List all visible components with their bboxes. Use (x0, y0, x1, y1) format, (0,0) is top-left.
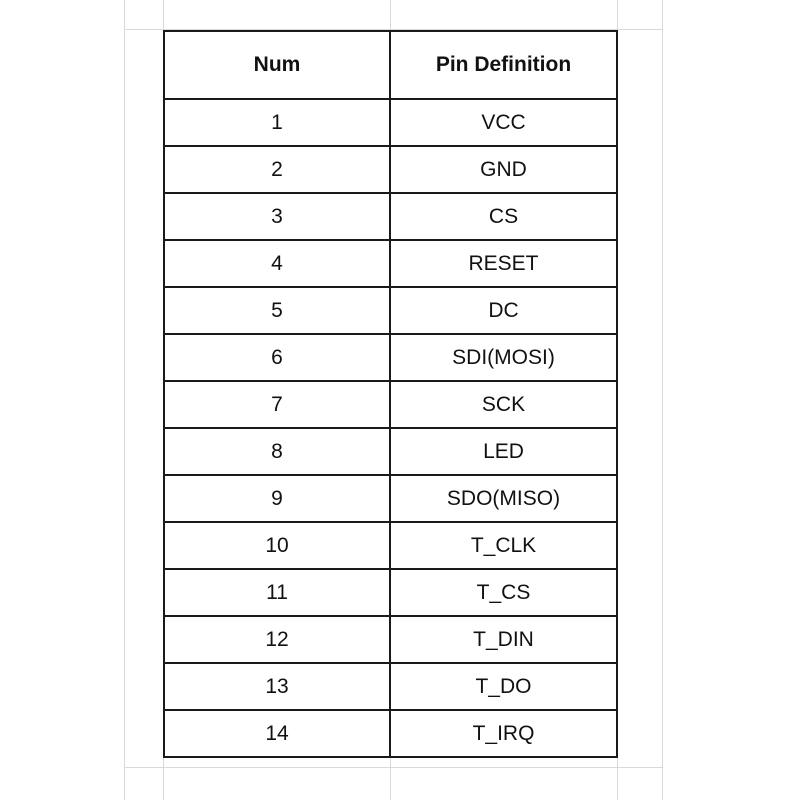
pin-number-cell: 12 (164, 616, 390, 663)
table-row (164, 616, 617, 663)
pin-definition-cell: T_DO (390, 663, 617, 710)
pin-definition-cell: T_DIN (390, 616, 617, 663)
grid-line (662, 0, 663, 800)
table-row (164, 381, 617, 428)
pin-definition-cell: DC (390, 287, 617, 334)
pin-number-cell: 7 (164, 381, 390, 428)
table-row (164, 240, 617, 287)
pin-definition-cell: SDI(MOSI) (390, 334, 617, 381)
table-row (164, 569, 617, 616)
table-row (164, 663, 617, 710)
table-row (164, 475, 617, 522)
pin-number-cell: 10 (164, 522, 390, 569)
table-row (164, 710, 617, 757)
table-row (164, 99, 617, 146)
pin-number-cell: 6 (164, 334, 390, 381)
pin-number-cell: 14 (164, 710, 390, 757)
table-row (164, 287, 617, 334)
pin-definition-column-header: Pin Definition (390, 31, 617, 99)
pin-definition-cell: SDO(MISO) (390, 475, 617, 522)
pin-definition-cell: LED (390, 428, 617, 475)
pin-definition-cell: SCK (390, 381, 617, 428)
table-header-row (164, 31, 617, 99)
pin-number-cell: 1 (164, 99, 390, 146)
pin-definition-table (163, 30, 618, 758)
table-row (164, 522, 617, 569)
pin-number-cell: 2 (164, 146, 390, 193)
table-row (164, 334, 617, 381)
pin-definition-cell: T_IRQ (390, 710, 617, 757)
table-row (164, 146, 617, 193)
pin-definition-cell: VCC (390, 99, 617, 146)
pin-definition-cell: RESET (390, 240, 617, 287)
pin-number-cell: 4 (164, 240, 390, 287)
pin-definition-cell: T_CLK (390, 522, 617, 569)
pin-number-cell: 13 (164, 663, 390, 710)
pin-number-cell: 3 (164, 193, 390, 240)
pin-number-cell: 11 (164, 569, 390, 616)
grid-line (124, 0, 125, 800)
pin-number-cell: 5 (164, 287, 390, 334)
grid-line (124, 767, 662, 768)
pin-definition-cell: CS (390, 193, 617, 240)
pin-definition-cell: GND (390, 146, 617, 193)
table-row (164, 428, 617, 475)
pin-number-cell: 8 (164, 428, 390, 475)
table-row (164, 193, 617, 240)
num-column-header: Num (164, 31, 390, 99)
pin-number-cell: 9 (164, 475, 390, 522)
pin-definition-cell: T_CS (390, 569, 617, 616)
